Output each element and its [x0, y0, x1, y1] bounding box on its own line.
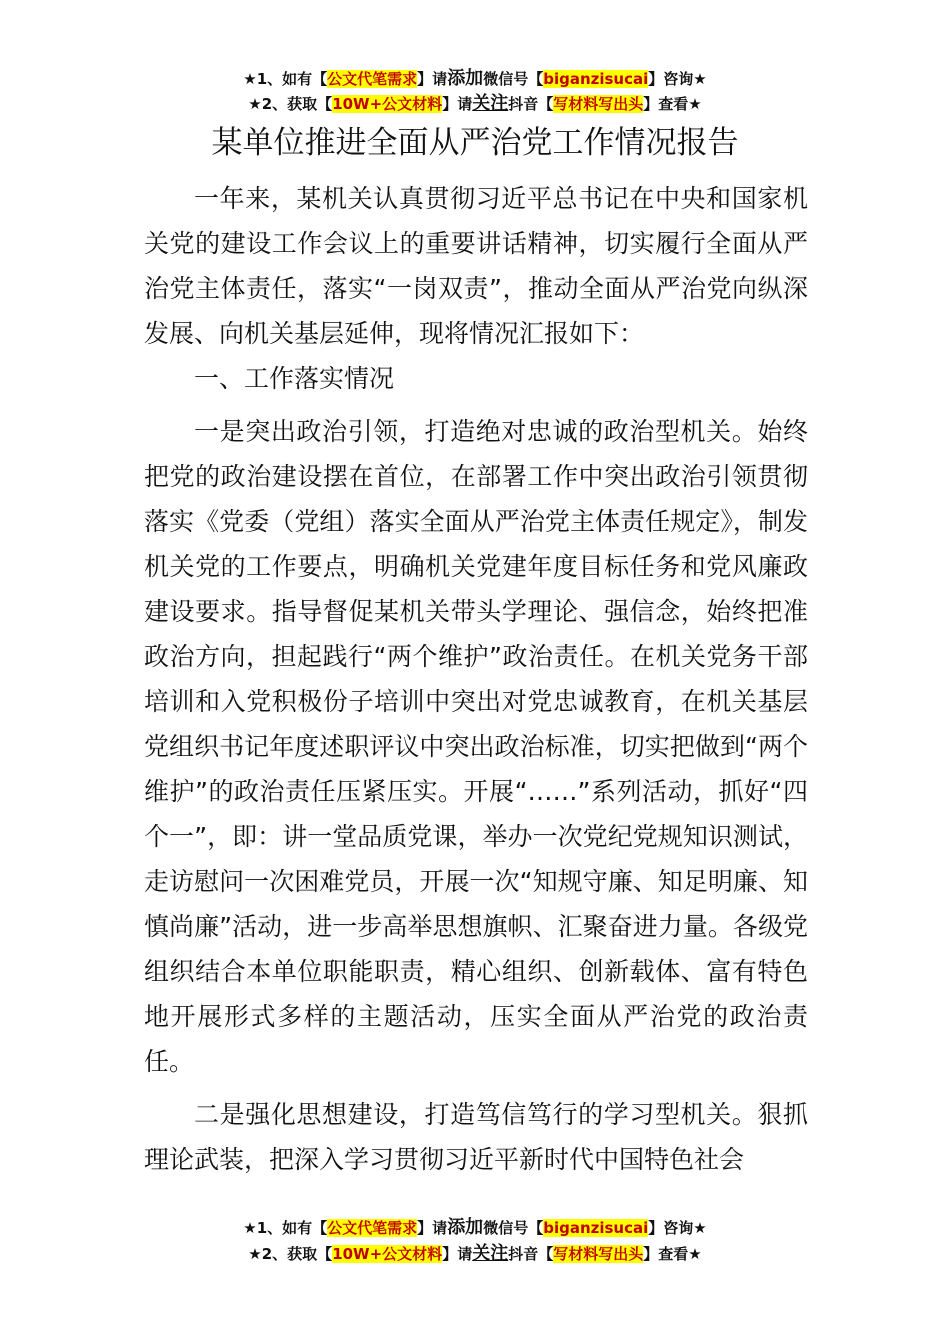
body-paragraph-1: 一是突出政治引领，打造绝对忠诚的政治型机关。始终把党的政治建设摆在首位，在部署工作中突出政治引领贯彻落实《党委（党组）落实全面从严治党主体责任规定》，制发机关党的工作要点，明确机关党建年度目标任务和党风廉政建设要求。指导督促某机关带头学理论、强信念，始终把准政治方向，担起践行“两个维护”政治责任。在机关党务干部培训和入党积极份子培训中突出对党忠诚教育，在机关基层党组织书记年度述职评议中突出政治标准，切实把做到“两个维护”的政治责任压紧压实。开展“……”系列活动，抓好“四个一”，即：讲一堂品质党课，举办一次党纪党规知识测试，走访慰问一次困难党员，开展一次“知规守廉、知足明廉、知慎尚廉”活动，进一步高举思想旗帜、汇聚奋进力量。各级党组织结合本单位职能职责，精心组织、创新载体、富有特色地开展形式多样的主题活动，压实全面从严治党的政治责任。	[144, 417, 808, 1076]
body-paragraph-2: 二是强化思想建设，打造笃信笃行的学习型机关。狠抓理论武装，把深入学习贯彻习近平新时代中国特色社会	[144, 1100, 808, 1174]
ad-text: 】查看★	[643, 95, 702, 113]
ad-highlight: biganzisucai	[543, 1219, 649, 1237]
ad-highlight: biganzisucai	[543, 70, 649, 88]
ad-text: 微信号【	[483, 70, 544, 88]
document-body	[144, 176, 808, 1182]
ad-text: ★1、如有【	[243, 70, 328, 88]
ad-emphasis: 添加	[447, 1217, 484, 1238]
ad-text: 】请	[442, 1245, 473, 1263]
ad-text: 】查看★	[643, 1245, 702, 1263]
ad-text: ★1、如有【	[243, 1219, 328, 1237]
intro-paragraph: 一年来，某机关认真贯彻习近平总书记在中央和国家机关党的建设工作会议上的重要讲话精神，切实履行全面从严治党主体责任，落实“一岗双责”，推动全面从严治党向纵深发展、向机关基层延伸，现将情况汇报如下：	[144, 184, 808, 348]
ad-highlight: 10W+公文材料	[332, 1245, 443, 1263]
ad-text: 】咨询★	[648, 1219, 707, 1237]
ad-emphasis: 添加	[447, 68, 484, 89]
document-title: 某单位推进全面从严治党工作情况报告	[211, 125, 739, 161]
ad-text: ★2、获取【	[248, 95, 333, 113]
ad-banner-bottom-line-2	[0, 1243, 950, 1265]
ad-highlight: 写材料写出头	[553, 1245, 644, 1263]
ad-text: 】请	[417, 70, 448, 88]
section-heading: 一、工作落实情况	[194, 364, 395, 393]
ad-text: 】请	[442, 95, 473, 113]
ad-text: ★2、获取【	[248, 1245, 333, 1263]
ad-highlight: 公文代笔需求	[327, 70, 418, 88]
ad-text: 抖音【	[508, 95, 554, 113]
ad-emphasis: 关注	[472, 1243, 509, 1264]
ad-text: 】咨询★	[648, 70, 707, 88]
ad-banner-top-line-1	[0, 68, 950, 90]
ad-text: 微信号【	[483, 1219, 544, 1237]
ad-banner-top-line-2	[0, 93, 950, 115]
ad-emphasis: 关注	[472, 93, 509, 114]
ad-highlight: 写材料写出头	[553, 95, 644, 113]
ad-text: 抖音【	[508, 1245, 554, 1263]
ad-text: 】请	[417, 1219, 448, 1237]
ad-highlight: 公文代笔需求	[327, 1219, 418, 1237]
ad-banner-bottom-line-1	[0, 1217, 950, 1239]
ad-highlight: 10W+公文材料	[332, 95, 443, 113]
